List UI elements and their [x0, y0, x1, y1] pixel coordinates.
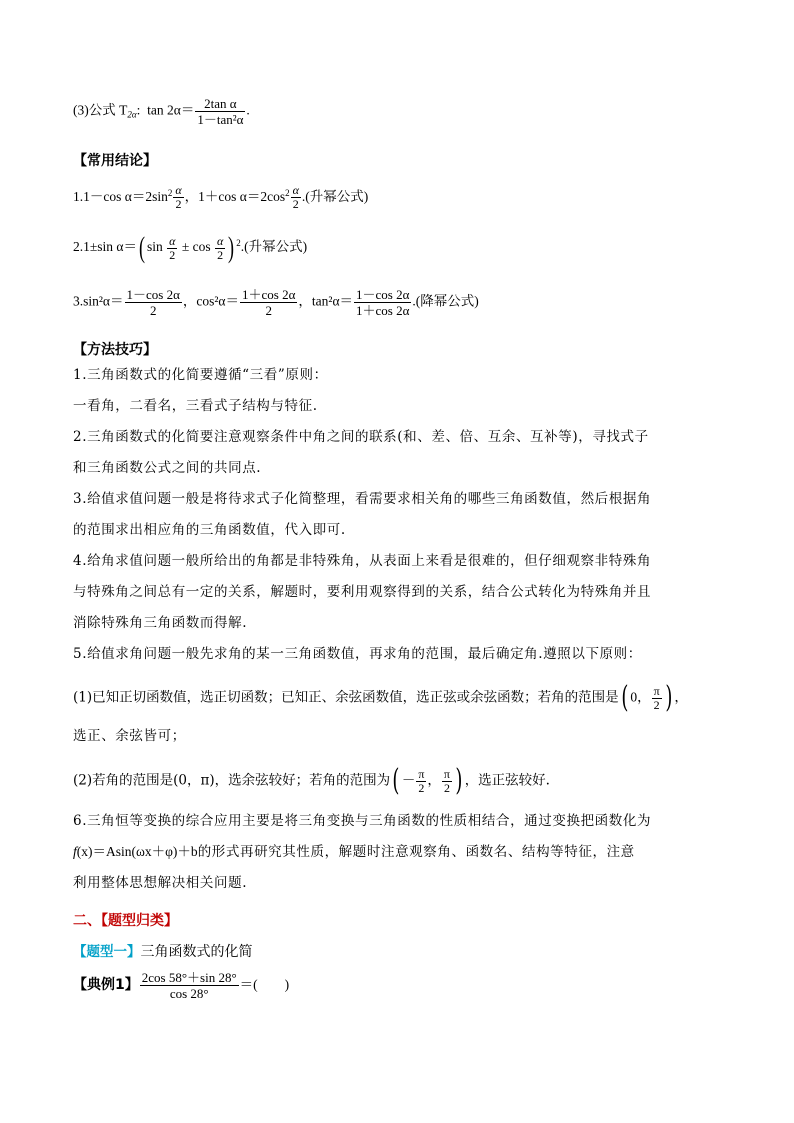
- method-6b: f(x)＝Asin(ωx＋φ)＋b的形式再研究其性质，解题时注意观察角、函数名、结构等特征，注意: [73, 844, 635, 860]
- method-1a: 1.三角函数式的化简要遵循“三看”原则：: [73, 367, 328, 383]
- common-conclusions-heading: 【常用结论】: [73, 153, 157, 169]
- method-4b: 与特殊角之间总有一定的关系，解题时，要利用观察得到的关系，结合公式转化为特殊角并且: [73, 584, 652, 600]
- fraction: $\frac{\text{2tan α}}{\text{1－tan²α}}$: [197, 96, 244, 127]
- conclusion-3: 3.sin²α＝ $\frac{1-\cos 2\alpha}{2}$ ，cos²α＝ $\frac{1+\cos 2\alpha}{2}$ ，tan²α＝ $\frac{1-\cos 2\alpha}{1+\cos 2\alpha}$ .(降幂公式): [73, 287, 479, 318]
- method-6c: 利用整体思想解决相关问题.: [73, 875, 248, 891]
- method-5a: 5.给值求角问题一般先求角的某一三角函数值，再求角的范围，最后确定角.遵照以下原则：: [73, 646, 642, 662]
- section-2-heading: 二、【题型归类】: [73, 913, 178, 929]
- method-1b: 一看角，二看名，三看式子结构与特征.: [73, 398, 318, 414]
- method-4a: 4.给角求值问题一般所给出的角都是非特殊角，从表面上来看是很难的，但仔细观察非特殊角: [73, 553, 652, 569]
- formula-t2a: (3)公式 $T_{2\alpha}$: tan 2α＝ $\frac{\text{2tan α}}{\text{1－tan²α}}$ .: [73, 96, 250, 127]
- method-6a: 6.三角恒等变换的综合应用主要是将三角变换与三角函数的性质相结合，通过变换把函数化为: [73, 813, 652, 829]
- example-1: 【典例1】 $\frac{2\cos 58^\circ+\sin 28^\circ}{\cos 28^\circ}$ ＝( ): [73, 970, 290, 1001]
- method-5d: (2)若角的范围是(0，π)，选余弦较好；若角的范围为( － $\frac{\pi}{2}$ ， $\frac{\pi}{2}$ ) ，选正弦较好.: [73, 763, 550, 798]
- method-2a: 2.三角函数式的化简要注意观察条件中角之间的联系(和、差、倍、互余、互补等)，寻找式子: [73, 429, 649, 445]
- method-5c: 选正、余弦皆可；: [73, 728, 186, 744]
- method-2b: 和三角函数公式之间的共同点.: [73, 460, 262, 476]
- method-5b: (1)已知正切函数值，选正切函数；已知正、余弦函数值，选正弦或余弦函数；若角的范围是( 0， $\frac{\pi}{2}$ ) ，: [73, 680, 688, 715]
- type-1-heading: 【题型一】三角函数式的化简: [73, 944, 253, 960]
- method-4c: 消除特殊角三角函数而得解.: [73, 615, 248, 631]
- conclusion-1: 1.1－cos $\alpha=2\sin^2$ $\frac{\alpha}{2}$ ，1＋cos $\alpha=2\cos^2$ $\frac{\alpha}{2}$ .(升幂公式): [73, 183, 369, 212]
- method-3b: 的范围求出相应角的三角函数值，代入即可.: [73, 522, 346, 538]
- methods-heading: 【方法技巧】: [73, 342, 157, 358]
- conclusion-2: 2.1±sin α＝( sin $\frac{\alpha}{2}$ ± cos $\frac{\alpha}{2}$ ) $^2$.(升幂公式): [73, 231, 308, 264]
- method-3a: 3.给值求值问题一般是将待求式子化简整理，看需要求相关角的哪些三角函数值，然后根据角: [73, 491, 652, 507]
